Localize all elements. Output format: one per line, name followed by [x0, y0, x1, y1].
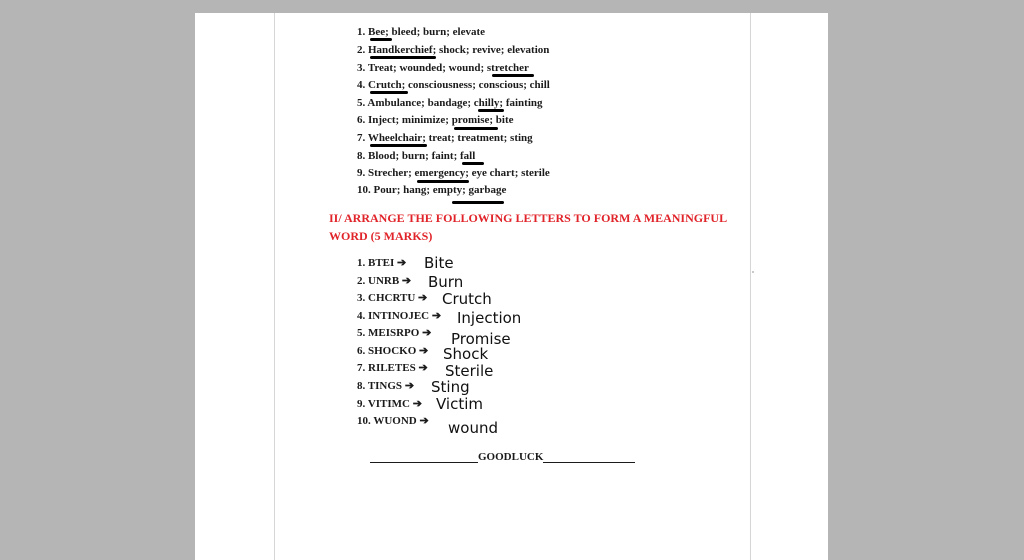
list-item: 8. TINGS ➔ [357, 380, 415, 392]
handwritten-answer: Shock [443, 345, 489, 363]
list-item: 9. Strecher; emergency; eye chart; sterile [357, 167, 550, 179]
section-heading: II/ ARRANGE THE FOLLOWING LETTERS TO FORM A MEANINGFUL [329, 211, 728, 225]
arrow-icon: ➔ [422, 327, 432, 339]
list-item: 6. Inject; minimize; promise; bite [357, 114, 514, 126]
document-page [195, 13, 828, 560]
list-item: 5. Ambulance; bandage; chilly; fainting [357, 97, 543, 109]
arrow-icon: ➔ [418, 362, 428, 374]
list-item: 2. Handkerchief; shock; revive; elevation [357, 44, 550, 56]
page-margin-line-right [750, 13, 751, 560]
list-item: 6. SHOCKO ➔ [357, 345, 429, 357]
underline-mark [492, 74, 534, 77]
list-item: 7. RILETES ➔ [357, 362, 428, 374]
underline-mark [478, 109, 504, 112]
underline-mark [370, 56, 436, 59]
list-item: 4. INTINOJEC ➔ [357, 310, 442, 322]
footer-goodluck: GOODLUCK [370, 451, 635, 463]
list-item: 1. Bee; bleed; burn; elevate [357, 26, 485, 38]
handwritten-answer: Burn [428, 273, 464, 291]
section-heading-continued: WORD (5 MARKS) [329, 229, 433, 243]
list-item: 5. MEISRPO ➔ [357, 327, 432, 339]
handwritten-answer: Crutch [442, 290, 492, 308]
underline-mark [462, 162, 484, 165]
handwritten-answer: Promise [451, 330, 511, 348]
underline-mark [452, 201, 504, 204]
list-item: 3. CHCRTU ➔ [357, 292, 428, 304]
list-item: 7. Wheelchair; treat; treatment; sting [357, 132, 533, 144]
arrow-icon: ➔ [412, 398, 422, 410]
arrow-icon: ➔ [397, 257, 407, 269]
underline-mark [370, 144, 427, 147]
list-item: 2. UNRB ➔ [357, 275, 412, 287]
arrow-icon: ➔ [404, 380, 415, 392]
list-item: 10. WUOND ➔ [357, 415, 429, 427]
handwritten-answer: Injection [457, 309, 522, 327]
list-item: 3. Treat; wounded; wound; stretcher [357, 62, 529, 74]
handwritten-answer: Sterile [445, 362, 494, 380]
underline-mark [417, 180, 469, 183]
list-item: 1. BTEI ➔ [357, 257, 407, 269]
underline-mark [370, 91, 408, 94]
scan-dot [752, 271, 754, 273]
handwritten-answer: Bite [424, 254, 454, 272]
handwritten-answer: wound [448, 419, 498, 437]
handwritten-answer: Sting [431, 378, 470, 396]
handwritten-answer: Victim [436, 395, 484, 413]
list-item: 8. Blood; burn; faint; fall [357, 150, 476, 162]
underline-mark [454, 127, 498, 130]
arrow-icon: ➔ [419, 415, 429, 427]
arrow-icon: ➔ [418, 292, 428, 304]
arrow-icon: ➔ [419, 345, 429, 357]
list-item: 9. VITIMC ➔ [357, 398, 422, 410]
list-item: 4. Crutch; consciousness; conscious; chill [357, 79, 550, 91]
arrow-icon: ➔ [401, 275, 412, 287]
footer-blank-left [370, 451, 478, 463]
page-margin-line-left [274, 13, 275, 560]
underline-mark [370, 38, 392, 41]
list-item: 10. Pour; hang; empty; garbage [357, 184, 507, 196]
arrow-icon: ➔ [431, 310, 442, 322]
footer-blank-right [543, 451, 635, 463]
